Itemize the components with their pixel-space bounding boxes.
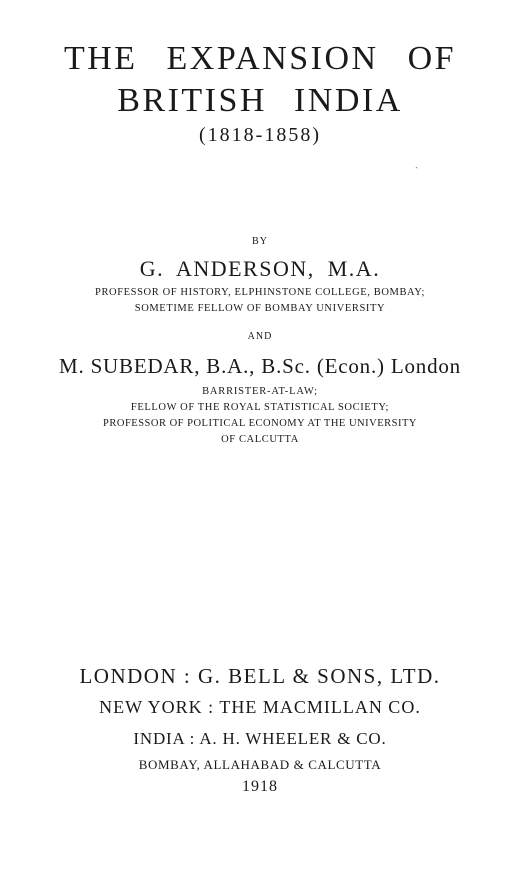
author-1-affiliation-2: SOMETIME FELLOW OF BOMBAY UNIVERSITY	[134, 303, 386, 314]
by-label: BY	[252, 236, 268, 247]
title-dates: (1818-1858)	[199, 124, 321, 146]
author-2-name: M. SUBEDAR, B.A., B.Sc. (Econ.) London	[59, 354, 461, 378]
author-1-name: G. ANDERSON, M.A.	[139, 256, 381, 281]
stray-mark: ˏ	[415, 158, 419, 169]
and-label: AND	[247, 331, 273, 342]
title-line-1: THE EXPANSION OF	[63, 40, 457, 77]
publication-year: 1918	[242, 778, 278, 795]
publisher-new-york: NEW YORK : THE MACMILLAN CO.	[99, 697, 421, 717]
author-2-affiliation-3: PROFESSOR OF POLITICAL ECONOMY AT THE UNIVERSITY	[103, 418, 417, 429]
title-line-2: BRITISH INDIA	[117, 82, 403, 119]
author-1-affiliation-1: PROFESSOR OF HISTORY, ELPHINSTONE COLLEGE, BOMBAY;	[95, 287, 425, 298]
publisher-london: LONDON : G. BELL & SONS, LTD.	[79, 664, 441, 688]
author-2-affiliation-4: OF CALCUTTA	[221, 434, 299, 445]
publisher-india: INDIA : A. H. WHEELER & CO.	[133, 729, 387, 748]
publisher-cities: BOMBAY, ALLAHABAD & CALCUTTA	[138, 757, 382, 772]
author-2-affiliation-2: FELLOW OF THE ROYAL STATISTICAL SOCIETY;	[130, 402, 390, 413]
author-2-affiliation-1: BARRISTER-AT-LAW;	[202, 386, 318, 397]
